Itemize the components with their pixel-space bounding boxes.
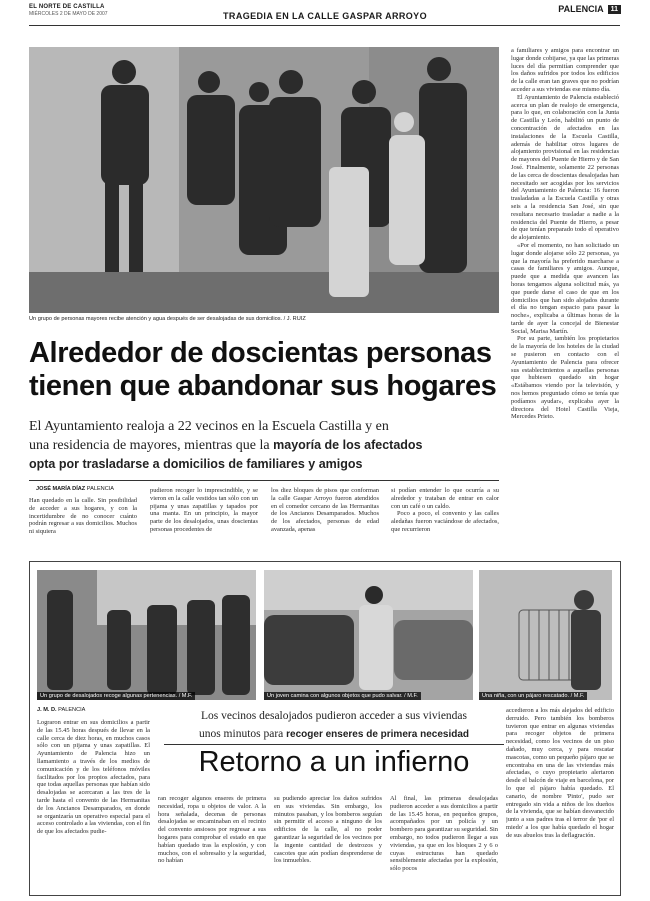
article-headline (29, 337, 499, 403)
deck-line-2-bold: mayoría de los afectados (273, 438, 423, 452)
sidebar-column-1 (37, 719, 150, 889)
article-column-4-text-a: si podían entender lo que ocurría a su alrededor y trataban de entrar en calor con un café o un caldo. (391, 487, 499, 510)
article-column-2 (150, 487, 258, 551)
right-column-paragraph-2: El Ayuntamiento de Palencia estableció acerca un plan de realojo de emergencia, para lo que, en colaboración con la Junta de Castilla y León, habilitó un punto de concentración de afectados en las instalaciones de la Escuela Castilla, además de habilitar otros lugares de alojamiento provisional en las residencias de mayores del Puente de Hierro y de San José. Finalmente, solamente 22 personas de las cerca de doscientas desalojadas han necesitado ser acogidas por los servicios del Ayuntamiento de Palencia: 16 fueron trasladadas a la Escuela Castilla y otras seis a la residencia San José, sin que resultara necesario trasladar a nadie a la residencia del Puente de Hierro, a pesar de que tenían preparado todo el operativo de alojamiento. (511, 93, 619, 242)
article-column-4 (391, 487, 499, 551)
sidebar-title: Retorno a un infierno (198, 746, 470, 778)
section-topic: TRAGEDIA EN LA CALLE GASPAR ARROYO (223, 11, 427, 21)
sidebar-byline (37, 707, 85, 713)
right-column-paragraph-3: «Por el momento, no han solicitado un lugar donde alojarse sólo 22 personas, ya que la mayoría ha preferido marcharse a casas de familiares y amigos. Aunque, puede que a medida que avancen las horas tengamos alguna solicitud más, ya que puede darse el caso de que en los domicilios que han sido alojados durante el día no tengan espacio para pasar la noche», explicaba a últimas horas de la tarde de ayer la concejal de Bienestar Social, Marisa Martín. (511, 241, 619, 335)
article-byline (36, 486, 114, 492)
secondary-photo-3-image (479, 570, 612, 700)
deck-line-2 (29, 436, 499, 455)
sidebar-subtitle-line-1: Los vecinos desalojados pudieron acceder a sus viviendas (200, 710, 468, 722)
secondary-photo-2 (264, 570, 473, 700)
sidebar-subtitle-line-2-plain: unos minutos para (198, 728, 287, 740)
sidebar-column-1-text: Lograron entrar en sus domicilios a partir de las 15.45 horas después de llevar en la calle cerca de diez horas, en muchos casos sólo con un pijama y unas zapatillas. El Ayuntamiento de Palencia hizo un llamamiento a través de los medios de comunicación y de los teléfonos móviles facilitados por los propios afectados, para que todas aquellas personas que habían sido desalojadas se acercaran a las tres de la tarde hasta el convento de las Hermanitas de los Ancianos Desamparados, en donde se organizaría un operativo especial para el acceso controlado a las viviendas, con el fin de que los afectados pudie- (37, 719, 150, 836)
section-tag (558, 4, 621, 14)
secondary-photo-2-caption: Un joven camina con algunos objetos que pudo salvar. / M.F. (264, 692, 421, 700)
article-column-1 (29, 497, 137, 551)
headline-line-2: tienen que abandonar sus hogares (29, 370, 497, 402)
sidebar-column-5-text: accedieron a los más alejados del edificio derruido. Pero también los bomberos tuvieron que entrar en algunas viviendas para recoger objetos de primera necesidad, como los vecinos de un piso dañado, muy cerca, y para rescatar mascotas, como un pequeño pájaro que se encontraba en una de las viviendas más afectadas, o cuyo propietario alertaron desde el balcón de viaje en barcelona, por lo que el pájaro había quedado. El canario, de nombre 'Pinto', pudo ser entregado sin vida a niños de los dueños de la vivienda, que se habían desvanecido junto a sus padres tras el terror de 'por el miedo' a los que había quedado el hogar de sus abuelos tras la deflagración. (506, 707, 614, 839)
sidebar-title-rule (164, 744, 504, 745)
headline-line-1: Alrededor de doscientas personas (29, 337, 492, 369)
deck-line-1: El Ayuntamiento realoja a 22 vecinos en la Escuela Castilla y en (29, 419, 389, 434)
article-column-3-text: los diez bloques de pisos que conforman la calle Gaspar Arroyo fueron atendidos en el comedor cercano de las Hermanitas de los Ancianos Desamparados. Muchos de los afectados, personas de edad avanzada, apenas (271, 487, 379, 533)
sidebar-subtitle-line-2-bold: recoger enseres de primera necesidad (286, 729, 470, 740)
secondary-photo-3-caption: Una niña, con un pájaro rescatado. / M.F. (479, 692, 587, 700)
secondary-photo-1-image (37, 570, 256, 700)
article-column-1-text: Han quedado en la calle. Sin posibilidad de acceder a sus hogares, y con la incertidumbre de no conocer cuánto podrán regresar a sus domicilios. Muchos ni siquiera (29, 497, 137, 536)
sidebar-byline-name: J. M. D. (37, 707, 57, 713)
sidebar-subtitle-line-2 (164, 725, 504, 744)
section-name: PALENCIA (558, 4, 604, 14)
sidebar-column-3-text: su pudiendo apreciar los daños sufridos en sus viviendas. Sin embargo, los minutos pasaban, y los bomberos seguían sin permitir el acceso a ninguno de los edificios de la calle, al no poder garantizar la seguridad de los vecinos por la ingente cantidad de destrozos y cascotes que aún podían desprenderse de los inmuebles. (274, 795, 382, 865)
issue-date: MIÉRCOLES 2 DE MAYO DE 2007 (29, 11, 108, 17)
deck-rule (29, 480, 499, 481)
secondary-photo-1-caption: Un grupo de desalojados recoge algunas pertenencias. / M.F. (37, 692, 195, 700)
sidebar-column-2 (158, 795, 266, 889)
article-column-3 (271, 487, 379, 551)
sidebar-byline-place: PALENCIA (58, 707, 86, 713)
byline-place: PALENCIA (86, 486, 115, 492)
sidebar-column-5 (506, 707, 614, 889)
article-column-2-text: pudieron recoger lo imprescindible, y se vieron en la calle vestidos tan sólo con un pijama y unas zapatillas y tapados por una manta. En un principio, la mayor parte de los desalojados, unas doscientas personas procedentes de (150, 487, 258, 533)
deck-line-3 (29, 455, 499, 474)
sidebar-column-2-text: ran recoger algunos enseres de primera necesidad, ropa u objetos de valor. A la hora señalada, decenas de personas desalojadas se encaminaban en el recinto del convento ansiosos por regresar a sus hogares para comprobar el estado en que habían quedado tras la explosión, y con muchos, con el sobresalto y la seguridad, no habían (158, 795, 266, 865)
sidebar-column-4 (390, 795, 498, 889)
deck-line-3-bold: opta por trasladarse a domicilios de familiares y amigos (29, 457, 363, 471)
main-photo (29, 47, 499, 313)
sidebar-subtitle (164, 707, 504, 744)
secondary-photo-3 (479, 570, 612, 700)
article-column-4-text-b: Poco a poco, el convento y las calles aledañas fueron vaciándose de afectados, que recurrieron (391, 510, 499, 533)
article-deck (29, 417, 499, 474)
byline-name: JOSÉ MARÍA DÍAZ (36, 486, 86, 492)
article-right-column (511, 47, 619, 549)
right-column-paragraph-4: Por su parte, también los propietarios de la mayoría de los hoteles de la ciudad se pusieron en contacto con el Ayuntamiento de Palencia para ofrecer sus establecimientos a aquellas personas que hubiesen quedado sin hogar «Estábamos viendo por la televisión, y nos hemos preguntado cómo se tenía que podíamos ayudar», explicaba ayer la directora del Hotel Castilla Vieja, Mercedes Prieto. (511, 335, 619, 421)
sidebar-column-3 (274, 795, 382, 889)
right-column-paragraph-1: a familiares y amigos para encontrar un lugar donde cobijarse, ya que las primeras luces del día permitían comprender que los daños sufridos por todos los edificios de la calle eran tan graves que no podrían acceder a sus viviendas ese mismo día. (511, 47, 619, 93)
secondary-photo-2-image (264, 570, 473, 700)
deck-line-2-plain: una residencia de mayores, mientras que la (29, 438, 274, 453)
sidebar-column-4-text: Al final, las primeras desalojadas pudieron acceder a sus domicilios a partir de las 15.45 horas, en pequeños grupos, acompañados por un policía y un bombero para garantizar su seguridad. Sin embargo, no todos pudieron llegar a sus viviendas, ya que en los bloques 2 y 6 o cuyas estructuras han quedado sensiblemente afectadas por la explosión, sólo pocos (390, 795, 498, 873)
main-photo-caption: Un grupo de personas mayores recibe atención y agua después de ser desalojadas de sus domicilios. / J. RUIZ (29, 316, 306, 322)
newspaper-name: EL NORTE DE CASTILLA (29, 4, 105, 10)
main-photo-image (29, 47, 499, 313)
page-number: 11 (608, 5, 621, 14)
secondary-photo-1 (37, 570, 256, 700)
header-rule (29, 25, 620, 26)
